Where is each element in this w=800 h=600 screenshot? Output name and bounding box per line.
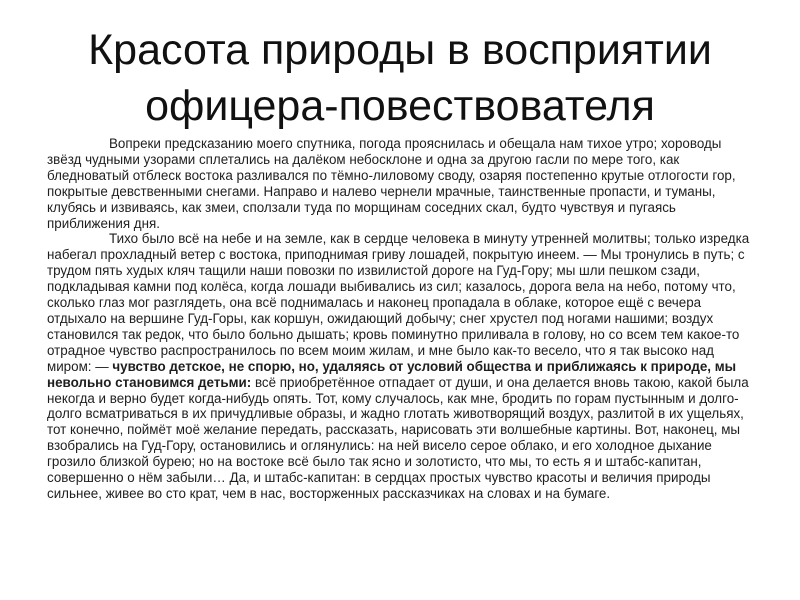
paragraph-ascent-start: Тихо было всё на небе и на земле, как в сердце человека в минуту утренней молитвы; только изредка набегал прохладный ветер с востока, приподнимая гриву лошадей, покрытую инеем. — Мы тронулись в путь; с трудом пять худых кляч тащили наши повозки по извилистой дороге на Гуд-Гору; мы шли пешком сзади, подкладывая камни под колёса, когда лошади выбивались из сил; казалось, дорога вела на небо, потому что, сколько глаз мог разглядеть, она всё поднималась и наконец пропадала в облаке, которое ещё с вечера отдыхало на вершине Гуд-Горы, как коршун, ожидающий добычу; снег хрустел под ногами нашими; воздух становился так редок, что было больно дышать; кровь поминутно приливала в голову, но со всем тем какое-то отрадное чувство распространилось по всем моим жилам, и мне было как-то весело, что я так высоко над миром: — [47, 231, 750, 374]
slide-title [20, 22, 780, 134]
emphasized-passage: чувство детское, не спорю, но, удаляясь от условий общества и приближаясь к природе, мы невольно становимся детьми: [47, 358, 737, 390]
slide-title-line-2: офицера-повествователя [145, 82, 655, 130]
slide-title-line-1: Красота природы в восприятии [88, 26, 712, 74]
paragraph-ascent [47, 231, 757, 501]
paragraph-dawn: Вопреки предсказанию моего спутника, погода прояснилась и обещала нам тихое утро; хороводы звёзд чудными узорами сплетались на далёком небосклоне и одна за другою гасли по мере того, как бледноватый отблеск востока разливался по тёмно-лиловому своду, озаряя постепенно крутые отлогости гор, покрытые девственными снегами. Направо и налево чернели мрачные, таинственные пропасти, и туманы, клубясь и извиваясь, как змеи, сползали туда по морщинам соседних скал, будто чувствуя и пугаясь приближения дня. [47, 136, 736, 231]
slide-body-text [47, 136, 757, 502]
paragraph-ascent-end: всё приобретённое отпадает от души, и она делается вновь такою, какой была некогда и верно будет когда-нибудь опять. Тот, кому случалось, как мне, бродить по горам пустынным и долго-долго всматриваться в их причудливые образы, и жадно глотать животворящий воздух, разлитой в их ущельях, тот конечно, поймёт моё желание передать, рассказать, нарисовать эти волшебные картины. Вот, наконец, мы взобрались на Гуд-Гору, остановились и оглянулись: на ней висело серое облако, и его холодное дыхание грозило близкой бурею; но на востоке всё было так ясно и золотисто, что мы, то есть я и штабс-капитан, совершенно о нём забыли… Да, и штабс-капитан: в сердцах простых чувство красоты и величия природы сильнее, живее во сто крат, чем в нас, восторженных рассказчиках на словах и на бумаге. [47, 374, 749, 501]
